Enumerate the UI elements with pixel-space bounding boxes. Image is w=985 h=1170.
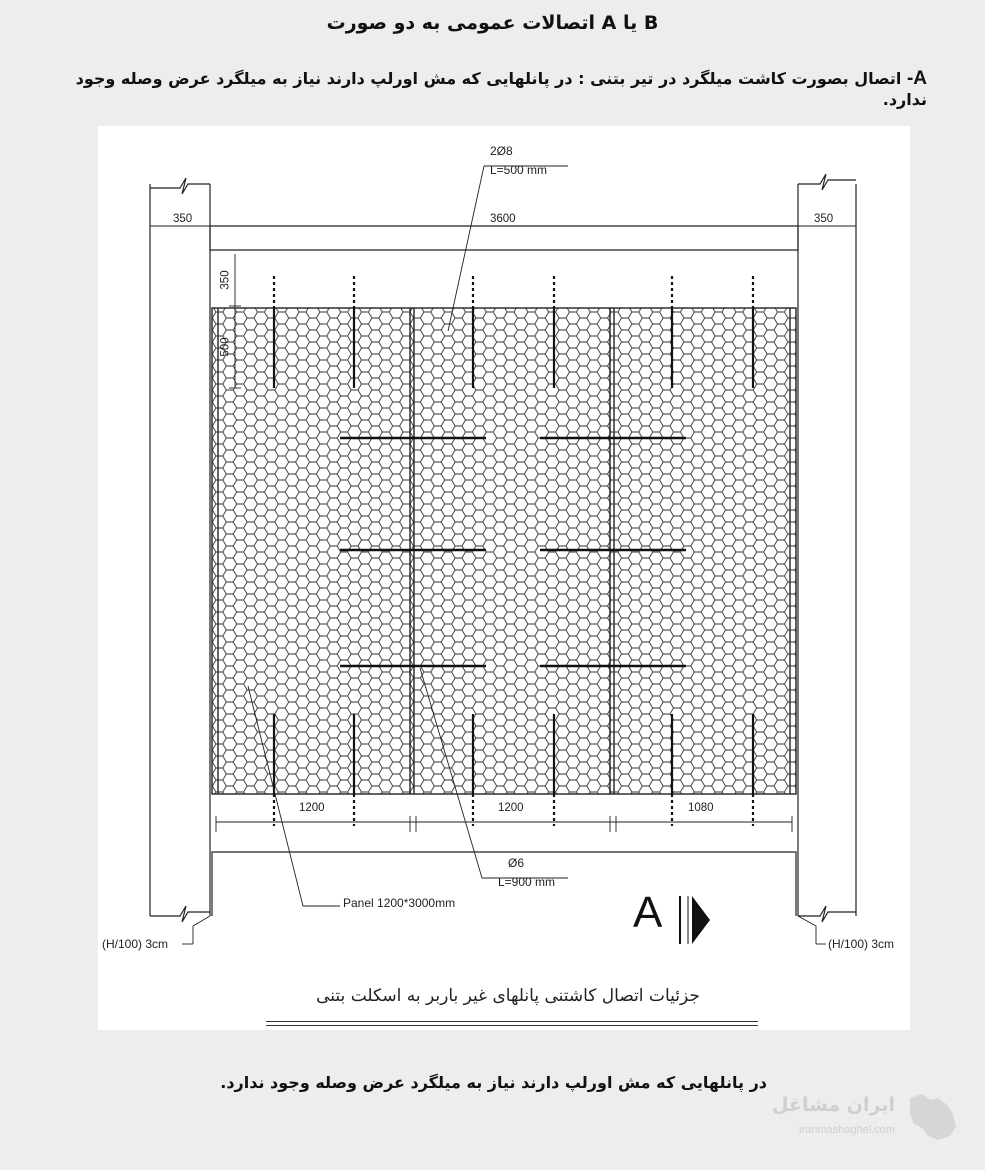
drawing-caption: جزئیات اتصال کاشتنی پانلهای غیر باربر به اسکلت بتنی <box>316 986 700 1006</box>
mesh-area <box>212 308 796 794</box>
intro-tag: A- <box>906 68 927 89</box>
caption-underline <box>266 1021 758 1022</box>
bottom-dimension <box>216 816 792 832</box>
left-column <box>150 178 210 922</box>
dim-side-350: 350 <box>219 270 232 290</box>
dim-middle-3600: 3600 <box>490 213 516 225</box>
watermark-logo <box>770 1088 970 1148</box>
callout-bottom-line2: L=900 mm <box>498 875 556 889</box>
dim-right-350: 350 <box>814 213 834 225</box>
watermark-brand: ایران مشاغل <box>772 1094 895 1116</box>
callout-top-line2: L=500 mm <box>490 163 548 177</box>
connection-drawing <box>98 126 910 1030</box>
callout-top-line1: 2Ø8 <box>490 144 513 158</box>
page-title: اتصالات عمومی به دو صورت A یا B <box>326 12 659 34</box>
drawing-canvas <box>98 126 910 1030</box>
right-column <box>798 174 856 922</box>
dim-side-500: 500 <box>219 337 232 357</box>
gap-label-left: (H/100) 3cm <box>102 937 169 951</box>
intro-text: اتصال بصورت کاشت میلگرد در تیر بتنی : در پانلهایی که مش اورلپ دارند نیاز به میلگرد عرض وصله وجود ندارد. <box>75 69 927 109</box>
dim-bottom-3: 1080 <box>688 802 714 814</box>
footer-note: در پانلهایی که مش اورلپ دارند نیاز به میلگرد عرض وصله وجود ندارد. <box>220 1073 767 1092</box>
dim-bottom-1: 1200 <box>299 802 325 814</box>
intro-paragraph <box>27 68 927 109</box>
dim-left-350: 350 <box>173 213 193 225</box>
section-arrow <box>680 896 710 944</box>
panel-label: Panel 1200*3000mm <box>343 896 456 910</box>
watermark-url: iranmashaghel.com <box>799 1124 895 1136</box>
caption-underline-2 <box>266 1025 758 1026</box>
dim-bottom-2: 1200 <box>498 802 524 814</box>
gap-label-right: (H/100) 3cm <box>828 937 895 951</box>
top-beam <box>210 226 798 250</box>
callout-bottom-line1: Ø6 <box>508 856 525 870</box>
iran-map-icon <box>904 1092 960 1144</box>
section-letter: A <box>633 888 663 937</box>
